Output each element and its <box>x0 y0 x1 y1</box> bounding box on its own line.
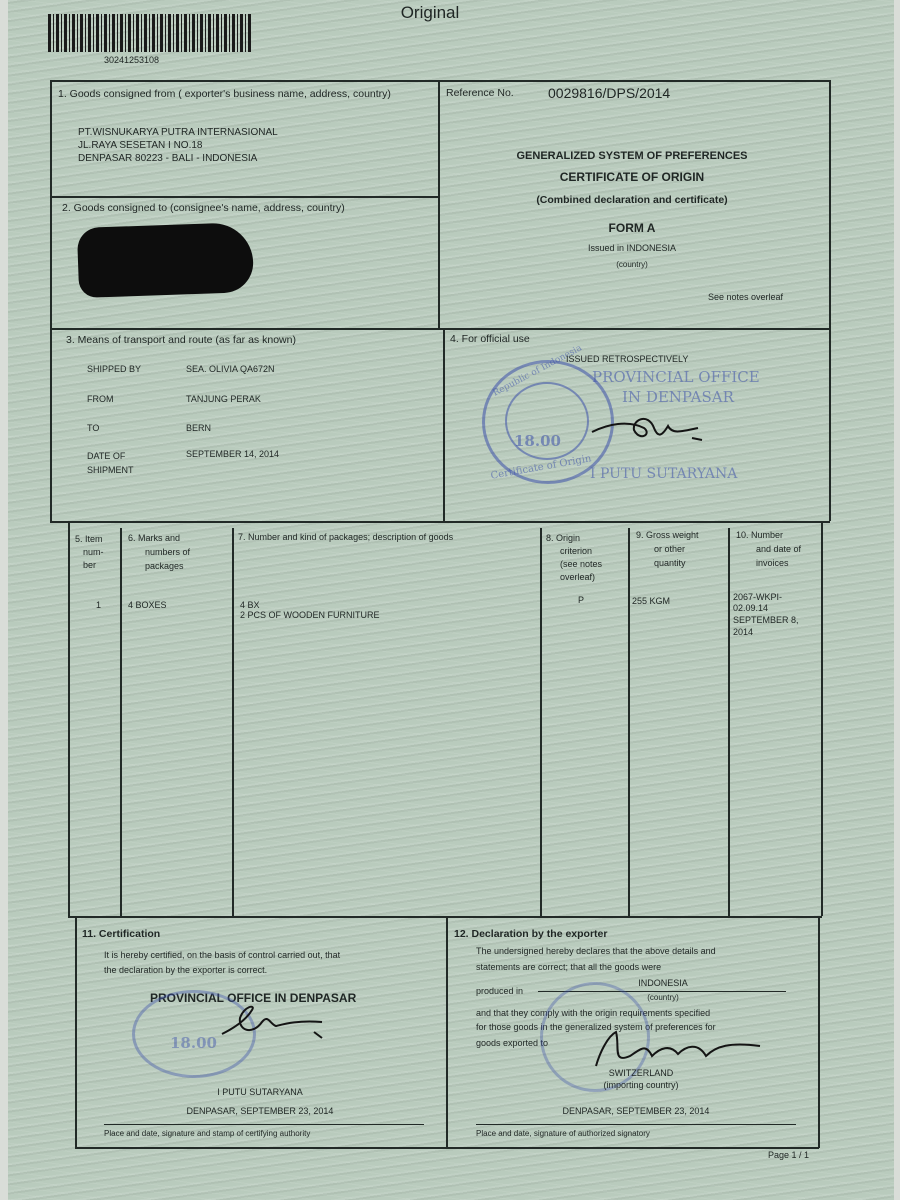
stamp-top-text: Republic of Indonesia <box>491 343 584 399</box>
original-heading: Original <box>400 3 460 22</box>
marks-value: 4 BOXES <box>128 600 167 610</box>
box11-office: PROVINCIAL OFFICE IN DENPASAR <box>150 991 357 1005</box>
invoice-line-4: 2014 <box>733 627 754 637</box>
destination-country: SWITZERLAND <box>608 1068 674 1078</box>
bottom-left-edge <box>75 916 77 1148</box>
country-caption-12: (country) <box>647 993 679 1002</box>
date-value: SEPTEMBER 14, 2014 <box>186 449 280 459</box>
box2-label: 2. Goods consigned to (consignee's name, address, country) <box>62 202 345 214</box>
certification-stamp-number: 18.00 <box>170 1034 217 1052</box>
provincial-office-line2: IN DENPASAR <box>622 388 734 406</box>
col-line-6 <box>120 528 122 916</box>
box12-text-5: goods exported to <box>476 1038 549 1048</box>
box12-text-2: statements are correct; that all the goods were <box>476 962 662 972</box>
table-right <box>821 521 823 916</box>
exporter-signature <box>590 1026 770 1074</box>
issued-in: Issued in INDONESIA <box>587 243 677 253</box>
col5-header-1: 5. Item <box>75 534 103 544</box>
to-label: TO <box>87 423 100 433</box>
issued-retrospectively: ISSUED RETROSPECTIVELY <box>566 354 689 364</box>
frame-right <box>829 80 831 521</box>
box12-place-date: DENPASAR, SEPTEMBER 23, 2014 <box>562 1106 710 1116</box>
from-value: TANJUNG PERAK <box>186 394 261 404</box>
col10-header-3: invoices <box>756 558 789 568</box>
weight-value: 255 KGM <box>632 596 671 606</box>
combined-declaration: (Combined declaration and certificate) <box>536 194 728 206</box>
divider-row-2 <box>50 328 830 330</box>
frame-top <box>50 80 830 82</box>
from-label: FROM <box>87 394 114 404</box>
divider-row-3 <box>50 521 830 523</box>
col8-header-1: 8. Origin <box>546 533 581 543</box>
col-line-7 <box>232 528 234 916</box>
box11-caption: Place and date, signature and stamp of certifying authority <box>104 1129 311 1138</box>
page-number: Page 1 / 1 <box>768 1150 810 1160</box>
officer-name-stamp: I PUTU SUTARYANA <box>590 466 738 482</box>
box1-label: 1. Goods consigned from ( exporter's business name, address, country) <box>58 88 391 100</box>
box11-officer: I PUTU SUTARYANA <box>217 1087 303 1097</box>
col-line-10 <box>728 528 730 916</box>
consignee-redaction <box>77 222 254 298</box>
date-label-1: DATE OF <box>87 451 126 461</box>
invoice-line-3: SEPTEMBER 8, <box>733 615 799 625</box>
box12-text-3: and that they comply with the origin requirements specified <box>476 1008 711 1018</box>
shipped-by-value: SEA. OLIVIA QA672N <box>186 364 275 374</box>
box11-text-2: the declaration by the exporter is correct. <box>104 965 268 975</box>
col10-header-2: and date of <box>756 544 802 554</box>
produced-in-label: produced in <box>476 986 524 996</box>
col6-header-3: packages <box>145 561 184 571</box>
divider-box1-2 <box>50 196 438 198</box>
box11-signature-rule <box>104 1124 424 1125</box>
see-notes: See notes overleaf <box>708 292 784 302</box>
box11-label: 11. Certification <box>82 928 161 940</box>
importing-caption: (importing country) <box>603 1080 679 1090</box>
col8-header-2: criterion <box>560 546 593 556</box>
reference-number: 0029816/DPS/2014 <box>548 85 671 101</box>
bottom-right-edge <box>818 916 820 1148</box>
col7-header: 7. Number and kind of packages; description of goods <box>238 532 454 542</box>
col9-header-3: quantity <box>654 558 686 568</box>
box11-place-date: DENPASAR, SEPTEMBER 23, 2014 <box>186 1106 334 1116</box>
criterion-value: P <box>578 595 585 605</box>
produced-country: INDONESIA <box>638 978 688 988</box>
frame-bottom <box>75 1147 819 1149</box>
col-line-9 <box>628 528 630 916</box>
exporter-name: PT.WISNUKARYA PUTRA INTERNASIONAL <box>78 127 278 138</box>
exporter-address: JL.RAYA SESETAN I NO.18 <box>78 140 203 151</box>
col9-header-1: 9. Gross weight <box>636 530 699 540</box>
frame-left <box>50 80 52 521</box>
item-number: 1 <box>96 600 102 610</box>
divider-row-4 <box>68 916 822 918</box>
date-label-2: SHIPMENT <box>87 465 134 475</box>
divider-box3-4 <box>443 328 445 521</box>
col8-header-3: (see notes <box>560 559 603 569</box>
col5-header-3: ber <box>83 560 97 570</box>
desc-line-1: 4 BX <box>240 600 260 610</box>
stamp-number: 18.00 <box>514 432 561 450</box>
stamp-bottom-text: Certificate of Origin <box>489 453 593 482</box>
box12-caption: Place and date, signature of authorized signatory <box>476 1129 650 1138</box>
box4-label: 4. For official use <box>450 333 530 345</box>
box12-text-1: The undersigned hereby declares that the above details and <box>476 946 716 956</box>
desc-line-2: 2 PCS OF WOODEN FURNITURE <box>240 610 380 620</box>
table-left <box>68 521 70 916</box>
gsp-title: GENERALIZED SYSTEM OF PREFERENCES <box>516 150 748 162</box>
official-signature <box>588 408 718 448</box>
barcode-number: 30241253108 <box>104 55 160 65</box>
provincial-office-line1: PROVINCIAL OFFICE <box>592 368 760 386</box>
certificate-title: CERTIFICATE OF ORIGIN <box>559 170 705 184</box>
box12-text-4: for those goods in the generalized system of preferences for <box>476 1022 716 1032</box>
invoice-line-1: 2067-WKPI- <box>733 592 783 602</box>
reference-label: Reference No. <box>446 87 514 99</box>
col6-header-2: numbers of <box>145 547 191 557</box>
invoice-line-2: 02.09.14 <box>733 603 769 613</box>
col8-header-4: overleaf) <box>560 572 596 582</box>
box11-text-1: It is hereby certified, on the basis of control carried out, that <box>104 950 341 960</box>
country-caption: (country) <box>616 260 648 269</box>
bottom-mid <box>446 916 448 1148</box>
col-line-8 <box>540 528 542 916</box>
to-value: BERN <box>186 423 212 433</box>
form-a-title: FORM A <box>608 221 656 235</box>
col9-header-2: or other <box>654 544 686 554</box>
certification-signature <box>218 1000 338 1042</box>
barcode <box>48 14 253 52</box>
col6-header-1: 6. Marks and <box>128 533 181 543</box>
col10-header-1: 10. Number <box>736 530 784 540</box>
box12-label: 12. Declaration by the exporter <box>454 928 608 940</box>
col5-header-2: num- <box>83 547 104 557</box>
exporter-city: DENPASAR 80223 - BALI - INDONESIA <box>78 153 258 164</box>
box3-label: 3. Means of transport and route (as far as known) <box>66 334 296 346</box>
box12-signature-rule <box>476 1124 796 1125</box>
shipped-by-label: SHIPPED BY <box>87 364 142 374</box>
